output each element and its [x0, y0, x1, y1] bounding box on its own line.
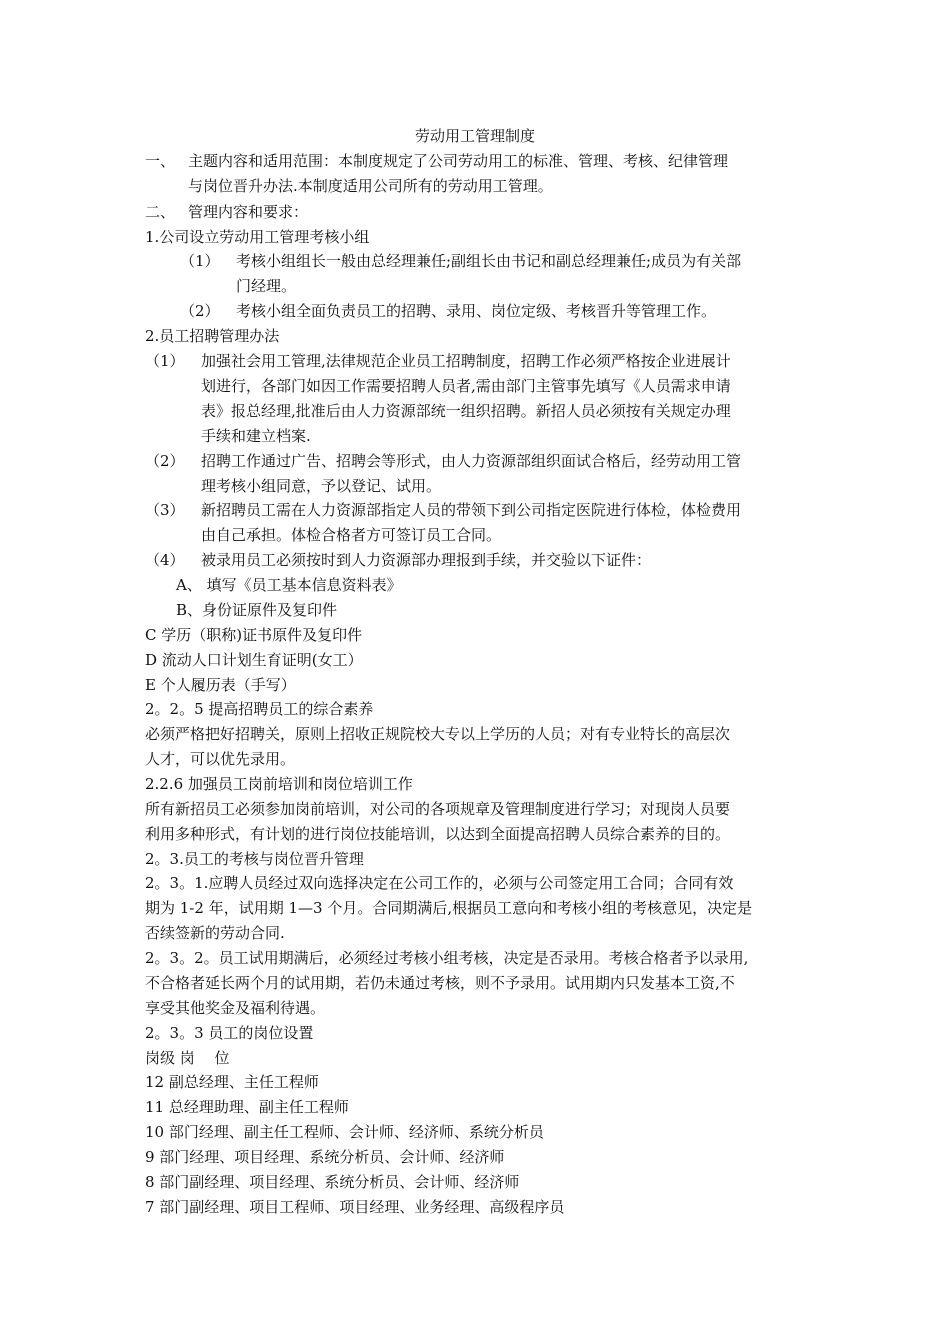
item-marker: （1）: [180, 252, 220, 270]
document-item: C 学历（职称)证书原件及复印件: [145, 626, 363, 644]
section-2-marker: 二、: [145, 203, 176, 221]
item-line: 由自己承担。体检合格者方可签订员工合同。: [201, 526, 502, 544]
item-line: 考核小组全面负责员工的招聘、录用、岗位定级、考核晋升等管理工作。: [236, 302, 717, 320]
document-title: 劳动用工管理制度: [414, 127, 535, 145]
paragraph-line: 必须严格把好招聘关，原则上招收正规院校大专以上学历的人员；对有专业特长的高层次: [145, 725, 731, 743]
paragraph-line: 2。3。2。员工试用期满后，必须经过考核小组考核，决定是否录用。考核合格者予以录用,: [145, 949, 749, 967]
grade-row: 7 部门副经理、项目工程师、项目经理、业务经理、高级程序员: [145, 1198, 565, 1216]
item-marker: （1）: [145, 352, 185, 370]
item-marker: （4）: [145, 551, 185, 569]
paragraph-heading: 2。3。3 员工的岗位设置: [145, 1024, 314, 1042]
section-1-line: 与岗位晋升办法.本制度适用公司所有的劳动用工管理。: [188, 177, 553, 195]
grade-row: 10 部门经理、副主任工程师、会计师、经济师、系统分析员: [145, 1123, 544, 1141]
document-item: B、身份证原件及复印件: [176, 601, 338, 619]
item-line: 划进行，各部门如因工作需要招聘人员者,需由部门主管事先填写《人员需求申请: [201, 377, 731, 395]
subsection-heading: 1.公司设立劳动用工管理考核小组: [145, 228, 370, 246]
section-1-marker: 一、: [145, 152, 176, 170]
item-marker: （3）: [145, 501, 185, 519]
paragraph-line: 否续签新的劳动合同.: [145, 924, 285, 942]
grade-row: 8 部门副经理、项目经理、系统分析员、会计师、经济师: [145, 1173, 520, 1191]
document-item: D 流动人口计划生育证明(女工）: [145, 651, 363, 669]
item-line: 加强社会用工管理,法律规范企业员工招聘制度，招聘工作必须严格按企业进展计: [201, 352, 731, 370]
item-line: 门经理。: [236, 277, 297, 295]
item-line: 新招聘员工需在人力资源部指定人员的带领下到公司指定医院进行体检，体检费用: [201, 501, 742, 519]
paragraph-line: 享受其他奖金及福利待遇。: [145, 999, 326, 1017]
item-line: 招聘工作通过广告、招聘会等形式，由人力资源部组织面试合格后，经劳动用工管: [201, 452, 742, 470]
item-line: 表》报总经理,批准后由人力资源部统一组织招聘。新招人员必须按有关规定办理: [201, 402, 731, 420]
item-marker: （2）: [145, 452, 185, 470]
document-item: A、 填写《员工基本信息资料表》: [176, 576, 402, 594]
paragraph-line: 人才，可以优先录用。: [145, 750, 296, 768]
grade-row: 11 总经理助理、副主任工程师: [145, 1098, 349, 1116]
paragraph-heading: 2。2。5 提高招聘员工的综合素养: [145, 700, 374, 718]
paragraph-line: 期为 1-2 年，试用期 1—3 个月。合同期满后,根据员工意向和考核小组的考核意见，决定是: [145, 899, 753, 917]
item-line: 考核小组组长一般由总经理兼任;副组长由书记和副总经理兼任;成员为有关部: [236, 252, 742, 270]
grade-row: 12 副总经理、主任工程师: [145, 1073, 319, 1091]
paragraph-heading: 2.2.6 加强员工岗前培训和岗位培训工作: [145, 775, 413, 793]
grade-header: 岗级 岗 位: [145, 1049, 230, 1067]
paragraph-line: 所有新招员工必须参加岗前培训，对公司的各项规章及管理制度进行学习；对现岗人员要: [145, 800, 731, 818]
item-marker: （2）: [180, 302, 220, 320]
paragraph-line: 利用多种形式，有计划的进行岗位技能培训，以达到全面提高招聘人员综合素养的目的。: [145, 825, 731, 843]
paragraph-heading: 2。3.员工的考核与岗位晋升管理: [145, 850, 364, 868]
paragraph-line: 不合格者延长两个月的试用期，若仍未通过考核，则不予录用。试用期内只发基本工资,不: [145, 974, 735, 992]
grade-row: 9 部门经理、项目经理、系统分析员、会计师、经济师: [145, 1148, 505, 1166]
paragraph-line: 2。3。1.应聘人员经过双向选择决定在公司工作的，必须与公司签定用工合同；合同有效: [145, 874, 734, 892]
document-item: E 个人履历表（手写）: [145, 676, 296, 694]
item-line: 理考核小组同意，予以登记、试用。: [201, 477, 442, 495]
section-1-line: 主题内容和适用范围：本制度规定了公司劳动用工的标准、管理、考核、纪律管理: [188, 152, 729, 170]
item-line: 被录用员工必须按时到人力资源部办理报到手续，并交验以下证件：: [201, 551, 652, 569]
subsection-heading: 2.员工招聘管理办法: [145, 327, 280, 345]
section-2-heading: 管理内容和要求：: [188, 203, 309, 221]
item-line: 手续和建立档案.: [201, 427, 311, 445]
